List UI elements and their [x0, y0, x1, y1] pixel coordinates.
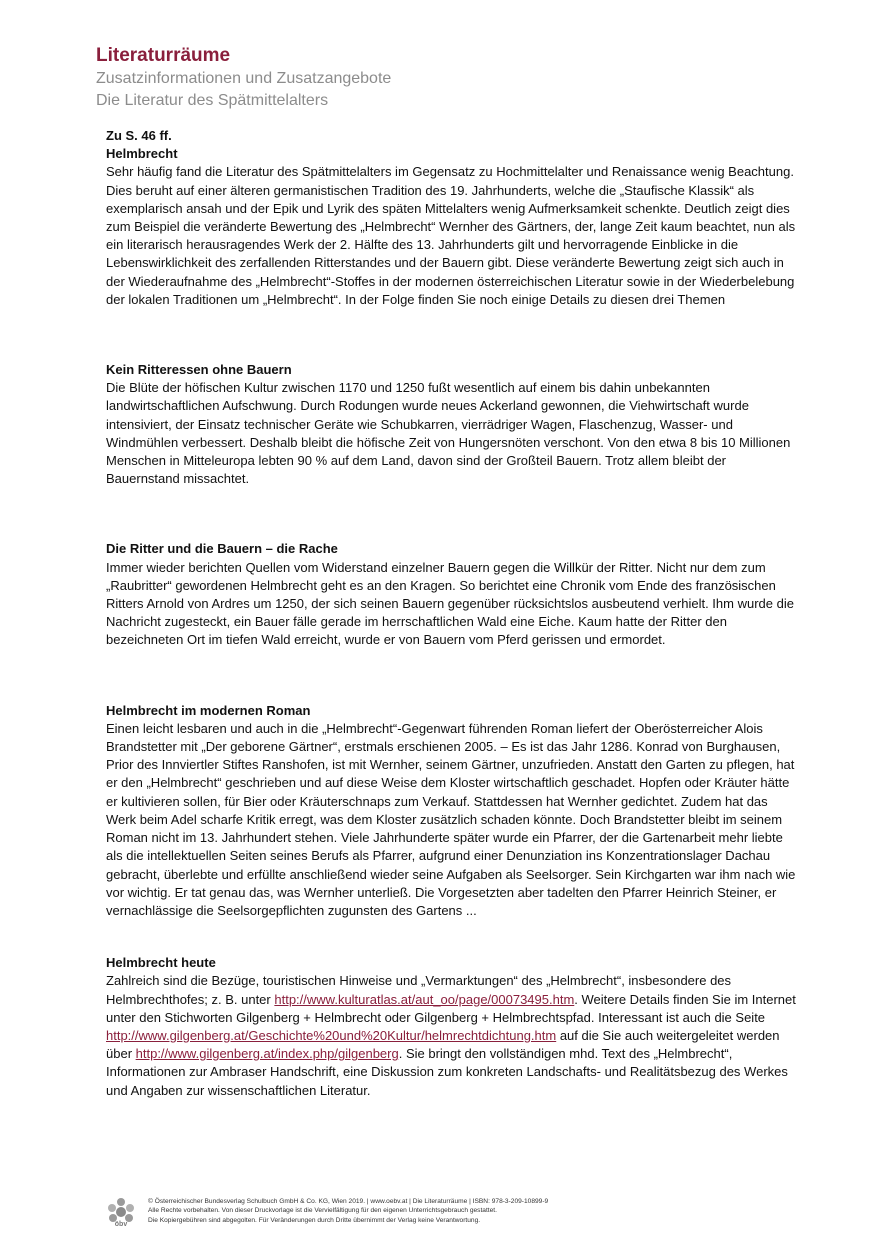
footer-line-fees: Die Kopiergebühren sind abgegolten. Für Veränderungen durch Dritte übernimmt der Verlag keine Verantwortung. [148, 1216, 481, 1224]
section-text [106, 972, 796, 1099]
footer-text [148, 1197, 548, 1225]
section-ritteressen [106, 361, 796, 488]
section-heading: Helmbrecht [106, 146, 178, 162]
page-footer [104, 1195, 804, 1231]
page-reference: Zu S. 46 ff. [106, 128, 172, 143]
text-span: auf die Sie auch weitergeleitet werden über [106, 1027, 780, 1062]
section-text: Immer wieder berichten Quellen vom Widerstand einzelner Bauern gegen die Willkür der Ritter. Nicht nur dem zum „Raubritter“ gewordenen Helmbrecht geht es an den Kragen. So berichtet eine Chronik vom Ende des französischen Ritters Arnold von Ardres um 1250, der sich seinen Bauern gegenüber rücksichtslos ausbeutend verhielt. Ihm wurde die Nachricht zugesteckt, ein Bauer fälle gerade im herrschaftlichen Wald eine Eiche. Kaum hatte der Ritter den bezeichneten Ort im tiefen Wald erreicht, wurde er von Bauern vom Pferd gerissen und ermordet. [106, 559, 794, 648]
section-heading: Helmbrecht im modernen Roman [106, 702, 311, 718]
section-heading: Helmbrecht heute [106, 955, 216, 971]
footer-line-copyright: © Österreichischer Bundesverlag Schulbuch GmbH & Co. KG, Wien 2019. | www.oebv.at | Die Literaturräume | ISBN: 978-3-209-10899-9 [148, 1198, 549, 1205]
section-roman [106, 702, 796, 920]
page-title: Literaturräume [96, 45, 231, 66]
page-header [96, 44, 391, 112]
section-heute [106, 954, 796, 1100]
link-gilgenberg-dichtung[interactable]: http://www.gilgenberg.at/Geschichte%20und%20Kultur/helmrechtdichtung.htm [106, 1027, 557, 1043]
link-kulturatlas[interactable]: http://www.kulturatlas.at/aut_oo/page/00073495.htm [274, 991, 575, 1007]
document-body [106, 127, 796, 1100]
page-subtitle: Zusatzinformationen und Zusatzangebote [96, 70, 392, 87]
footer-line-rights: Alle Rechte vorbehalten. Von dieser Druckvorlage ist die Vervielfältigung für den eigenen Unterrichtsgebrauch gestattet. [148, 1207, 497, 1215]
section-text: Die Blüte der höfischen Kultur zwischen 1170 und 1250 fußt wesentlich auf einem bis dahin unbekannten landwirtschaftlichen Aufschwung. Durch Rodungen wurde neues Ackerland gewonnen, die Viehwirtschaft wurde intensiviert, der Einsatz technischer Geräte wie Schubkarren, vierrädriger Wagen, Flaschenzug, Wasser- und Windmühlen verbessert. Deshalb bleibt die höfische Zeit von Hungersnöten verschont. Von den etwa 8 bis 10 Millionen Menschen in Mitteleuropa lebten 90 % auf dem Land, davon sind der Großteil Bauern. Trotz allem bleibt der Bauernstand missachtet. [106, 380, 791, 487]
page-subtitle-secondary: Die Literatur des Spätmittelalters [96, 92, 329, 109]
link-gilgenberg-index[interactable]: http://www.gilgenberg.at/index.php/gilgenberg [135, 1046, 399, 1062]
oebv-logo-icon [104, 1195, 138, 1229]
section-text: Sehr häufig fand die Literatur des Spätmittelalters im Gegensatz zu Hochmittelalter und Renaissance wenig Beachtung. Dies beruht auf einer älteren germanistischen Tradition des 19. Jahrhunderts, welche die „Staufische Klassik“ als exemplarisch ansah und der Epik und Lyrik des späten Mittelalters wenig Aufmerksamkeit schenkte. Deutlich zeigt dies zum Beispiel die veränderte Bewertung des „Helmbrecht“ Wernher des Gärtners, der, lange Zeit kaum beachtet, nun als ein literarisch herausragendes Werk der 2. Hälfte des 13. Jahrhunderts gilt und hervorragende Einblicke in die Lebenswirklichkeit des zerfallenden Ritterstandes und der Bauern gibt. Diese veränderte Bewertung zeigt sich auch in der Wiederaufnahme des „Helmbrecht“-Stoffes in der modernen österreichischen Literatur sowie in der Wiederbelebung der lokalen Traditionen um „Helmbrecht“. In der Folge finden Sie noch einige Details zu diesen drei Themen [106, 164, 796, 307]
section-heading: Kein Ritteressen ohne Bauern [106, 362, 292, 378]
section-heading: Die Ritter und die Bauern – die Rache [106, 541, 338, 557]
text-span: Zahlreich sind die Bezüge, touristischen Hinweise und „Vermarktungen“ des „Helmbrecht“, insbesondere des Helmbrechthofes; z. B. unter [106, 973, 732, 1007]
logo-text: öbv [114, 1221, 128, 1228]
section-rache [106, 540, 796, 649]
text-span: . Sie bringt den vollständigen mhd. Text des „Helmbrecht“, Informationen zur Ambraser Handschrift, eine Diskussion zum konkreten Landschafts- und Realitätsbezug des Werkes und Angaben zur wissenschaftlichen Literatur. [106, 1046, 788, 1098]
section-intro [106, 127, 796, 309]
text-span: . Weitere Details finden Sie im Internet unter den Stichworten Gilgenberg + Helmbrecht oder Gilgenberg + Helmbrechtspfad. Interessant ist auch die Seite [106, 991, 796, 1025]
section-text: Einen leicht lesbaren und auch in die „Helmbrecht“-Gegenwart führenden Roman liefert der Oberösterreicher Alois Brandstetter mit „Der geborene Gärtner“, erstmals erschienen 2005. – Es ist das Jahr 1286. Konrad von Burghausen, Prior des Innviertler Stiftes Ranshofen, ist mit Wernher, seinem Gärtner, unzufrieden. Anstatt den Garten zu pflegen, hat er den „Helmbrecht“ geschrieben und auf diese Weise dem Kloster wirtschaftlich geschadet. Hopfen oder Kräuter hätte er kultivieren sollen, für Bier oder Kräuterschnaps zum Verkauf. Stattdessen hat Wernher gedichtet. Zudem hat das Werk beim Adel scharfe Kritik erregt, was dem Kloster zusätzlich schaden könnte. Doch Brandstetter bleibt im seinem Roman nicht im 13. Jahrhundert stehen. Viele Jahrhunderte später wurde ein Pfarrer, der die Gartenarbeit mehr liebte als die intellektuellen Seiten seines Berufs als Pfarrer, aufgrund einer Denunziation ins Konzentrationslager Dachau gebracht, überlebte und erfüllte anschließend wieder seine Aufgaben als Seelsorger. Sein Kirchgarten war ihm nach wie vor wichtig. Er tat genau das, was Wernher unterließ. Die Vorgesetzten aber tadelten den Pfarrer Heinrich Steiner, er vernachlässige die Seelsorgepflichten zugunsten des Gartens ... [106, 720, 796, 918]
